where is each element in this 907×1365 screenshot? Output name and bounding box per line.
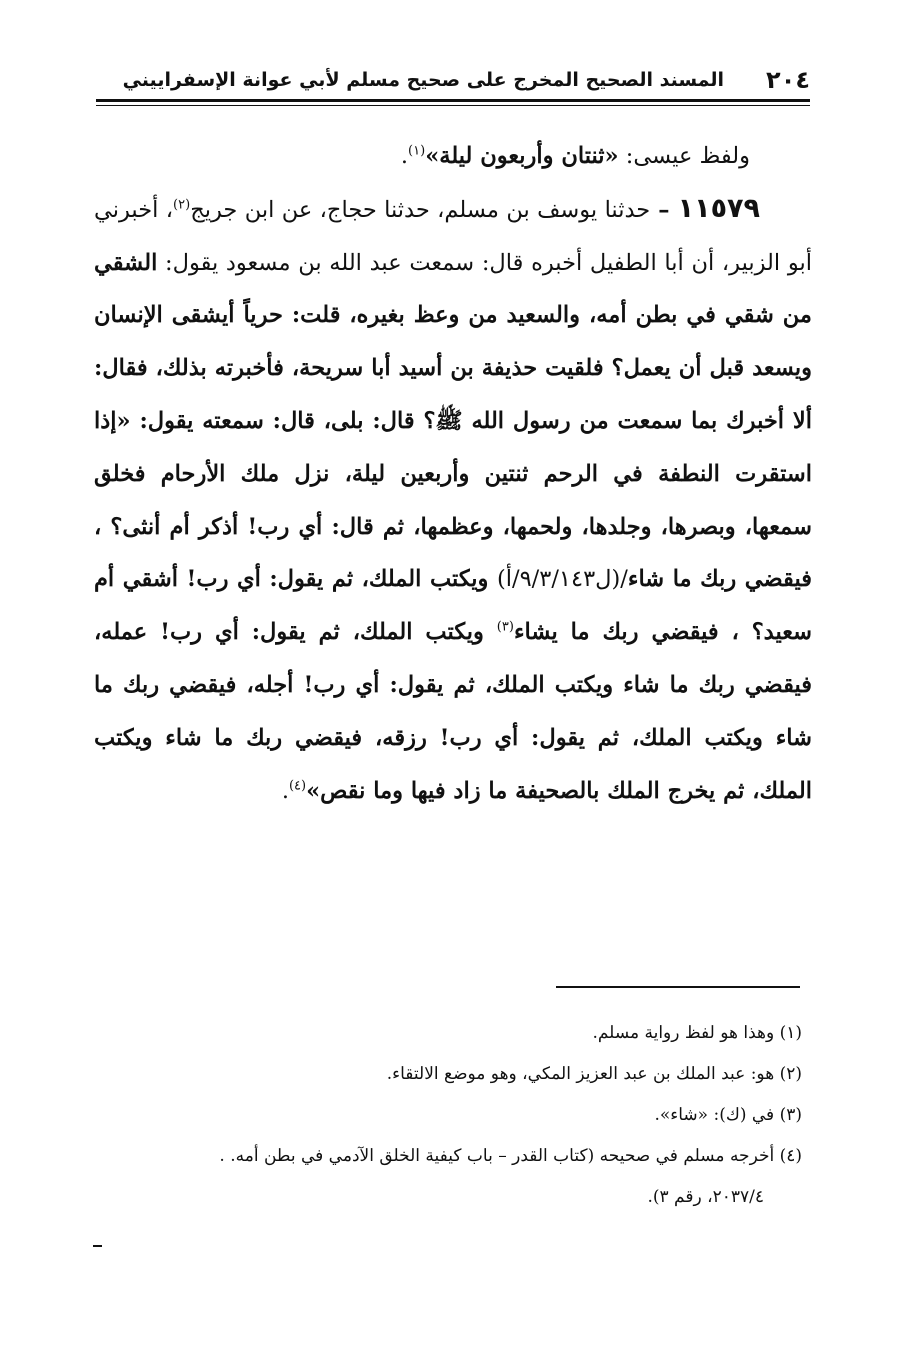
footnote-4: (٤) أخرجه مسلم في صحيحه (كتاب القدر – باب كيفية الخلق الآدمي في بطن أمه. . — [219, 1146, 802, 1166]
header-rule-thick — [96, 99, 810, 102]
footnote-4-continuation: ٢٠٣٧/٤، رقم ٣). — [647, 1187, 764, 1207]
main-text — [94, 130, 812, 817]
running-header — [96, 62, 810, 98]
variant-end: . — [400, 143, 409, 169]
footnote-separator — [556, 986, 800, 988]
isnad-part-2: ، أخبرني أبو الزبير، أن أبا الطفيل أخبره قال: سمعت عبد الله بن مسعود يقول: — [94, 196, 812, 276]
variant-quote: «ثنتان وأربعون ليلة» — [425, 143, 619, 169]
hadith-dash: – — [650, 196, 678, 223]
running-title: المسند الصحيح المخرج على صحيح مسلم لأبي عوانة الإسفراييني — [122, 69, 725, 91]
paragraph-variant — [94, 130, 812, 183]
header-rule-thin — [96, 105, 810, 106]
matn-part-3: ويكتب الملك، ثم يقول: أي رب! أشقي أم سعيد؟ ، فيقضي ربك ما يشاء — [94, 566, 812, 646]
paragraph-hadith — [94, 183, 812, 818]
footnotes — [90, 1013, 802, 1218]
matn-part-2: «إذا استقرت النطفة في الرحم ثنتين وأربعين ليلة، نزل ملك الأرحام فخلق سمعها، وبصرها، وجلدها، ولحمها، وعظمها، ثم قال: أي رب! أذكر أم أنثى؟ ، فيقضي ربك ما شاء — [94, 407, 812, 593]
matn-part-1: الشقي من شقي في بطن أمه، والسعيد من وعظ بغيره، قلت: حرياً أيشقى الإنسان ويسعد قبل أن يعمل؟ فلقيت حذيفة بن أسيد أبا سريحة، فأخبرته بذلك، فقال: ألا أخبرك بما سمعت من رسول الله ﷺ؟ قال: بلى، قال: سمعته يقول: — [94, 249, 812, 434]
footnote-ref-1[interactable]: (١) — [408, 143, 426, 159]
footnote-1: (١) وهذا هو لفظ رواية مسلم. — [592, 1023, 802, 1043]
footnote-ref-3[interactable]: (٣) — [496, 619, 514, 635]
variant-intro: ولفظ عيسى: — [618, 143, 750, 169]
footnote-2: (٢) هو: عبد الملك بن عبد العزيز المكي، وهو موضع الالتقاء. — [386, 1064, 802, 1084]
matn-part-4: ويكتب الملك، ثم يقول: أي رب! عمله، فيقضي ربك ما شاء ويكتب الملك، ثم يقول: أي رب! أجله، فيقضي ربك ما شاء ويكتب الملك، ثم يقول: أي رب! رزقه، فيقضي ربك ما شاء ويكتب الملك، ثم يخرج الملك بالصحيفة ما زاد فيها وما نقص» — [94, 619, 812, 804]
footnote-ref-2[interactable]: (٢) — [173, 197, 191, 213]
page-mark — [93, 1245, 102, 1247]
page-number: ٢٠٤ — [766, 66, 810, 94]
hadith-number: ١١٥٧٩ — [677, 192, 761, 224]
isnad-part-1: حدثنا يوسف بن مسلم، حدثنا حجاج، عن ابن جريج — [190, 196, 651, 223]
hadith-end: . — [281, 777, 289, 804]
manuscript-folio: /(ل٩/٣/١٤٣/أ) — [496, 566, 628, 593]
footnote-ref-4[interactable]: (٤) — [288, 778, 307, 794]
footnote-3: (٣) في (ك): «شاء». — [654, 1105, 802, 1125]
